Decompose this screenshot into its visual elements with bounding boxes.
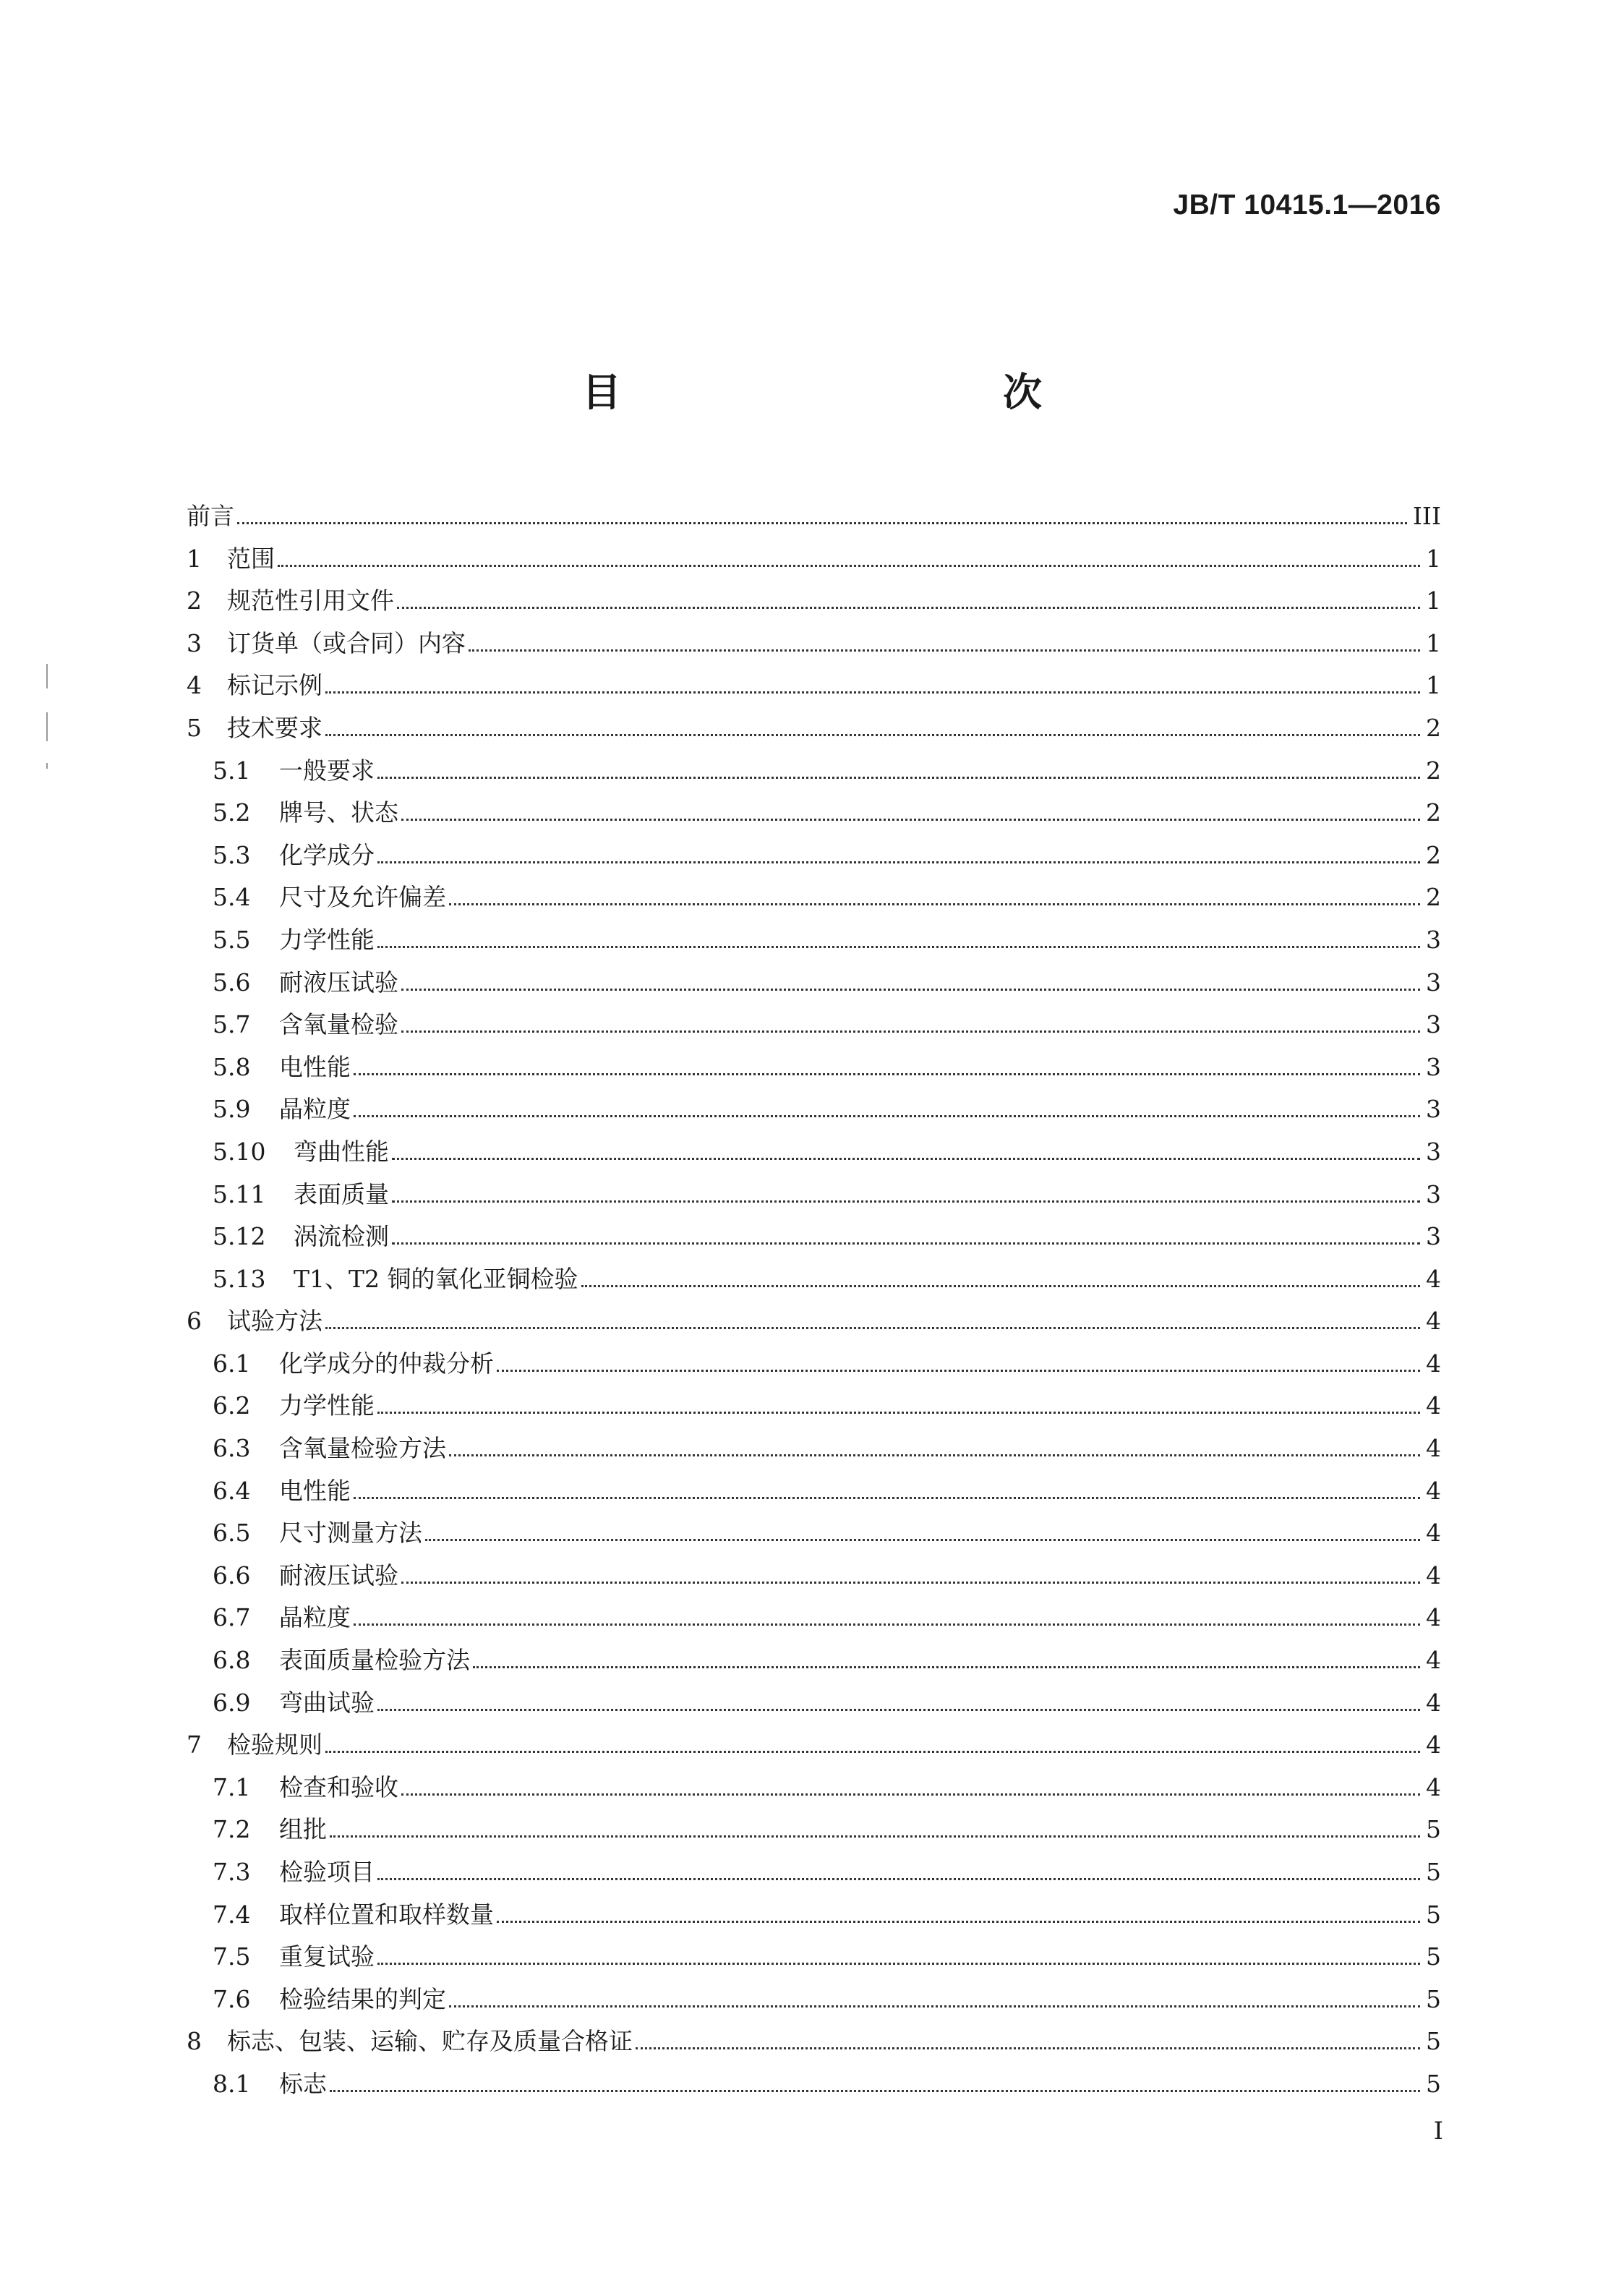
toc-dot-leader	[237, 522, 1407, 524]
toc-dot-leader	[449, 2005, 1420, 2007]
toc-entry-page: 3	[1426, 968, 1441, 997]
toc-entry-label: 晶粒度	[279, 1095, 351, 1124]
toc-entry-page: 2	[1426, 883, 1441, 912]
toc-entry-page: 4	[1426, 1349, 1441, 1378]
toc-entry-page: 3	[1426, 925, 1441, 954]
toc-entry[interactable]	[187, 1938, 1441, 1981]
toc-entry[interactable]	[187, 1302, 1441, 1345]
toc-entry[interactable]	[187, 1769, 1441, 1812]
toc-entry-number: 7.1	[213, 1772, 251, 1801]
page-number: I	[1433, 2117, 1443, 2146]
toc-dot-leader	[401, 1030, 1420, 1033]
toc-entry-label: 试验方法	[227, 1307, 322, 1336]
toc-entry-page: 5	[1426, 1815, 1441, 1844]
toc-dot-leader	[401, 989, 1420, 991]
toc-dot-leader	[377, 1963, 1420, 1965]
toc-entry-label: 一般要求	[279, 756, 375, 785]
toc-entry-label: 耐液压试验	[279, 968, 398, 997]
toc-entry[interactable]	[187, 752, 1441, 795]
toc-entry-page: 2	[1426, 713, 1441, 742]
toc-entry[interactable]	[187, 1176, 1441, 1219]
toc-entry[interactable]	[187, 794, 1441, 837]
toc-dot-leader	[377, 1709, 1420, 1711]
toc-entry-number: 6.9	[213, 1688, 251, 1717]
toc-entry[interactable]	[187, 837, 1441, 879]
toc-entry-label: 检验结果的判定	[279, 1984, 446, 2013]
toc-entry-label: 尺寸测量方法	[279, 1519, 422, 1548]
toc-entry-number: 8.1	[213, 2069, 251, 2098]
toc-entry-label: 晶粒度	[279, 1603, 351, 1632]
toc-entry[interactable]	[187, 1981, 1441, 2023]
toc-entry[interactable]	[187, 540, 1441, 583]
toc-entry-label: 耐液压试验	[279, 1561, 398, 1589]
toc-entry[interactable]	[187, 2023, 1441, 2065]
toc-entry-label: 组批	[279, 1815, 327, 1844]
toc-entry[interactable]	[187, 1430, 1441, 1472]
toc-dot-leader	[392, 1200, 1420, 1203]
toc-entry-label: 技术要求	[227, 713, 322, 742]
toc-entry-number: 7.3	[213, 1858, 251, 1886]
toc-entry-label: 表面质量	[294, 1179, 389, 1208]
toc-entry[interactable]	[187, 1726, 1441, 1769]
toc-dot-leader	[354, 1623, 1420, 1626]
toc-entry-number: 5.6	[213, 968, 251, 997]
toc-entry-page: 5	[1426, 2027, 1441, 2056]
toc-entry-number: 5.13	[213, 1264, 266, 1293]
toc-entry-page: 4	[1426, 1519, 1441, 1548]
toc-entry-label: 力学性能	[279, 1391, 375, 1420]
toc-dot-leader	[377, 946, 1420, 948]
toc-dot-leader	[377, 861, 1420, 863]
toc-entry-number: 6.7	[213, 1603, 251, 1632]
toc-entry[interactable]	[187, 498, 1441, 540]
toc-entry[interactable]	[187, 667, 1441, 709]
toc-entry[interactable]	[187, 1684, 1441, 1727]
scan-artifact	[46, 763, 48, 769]
toc-entry-page: 4	[1426, 1307, 1441, 1336]
toc-entry[interactable]	[187, 709, 1441, 752]
scan-artifact	[46, 664, 48, 688]
toc-entry-number: 7.4	[213, 1900, 251, 1929]
toc-entry-label: 标志、包装、运输、贮存及质量合格证	[227, 2027, 633, 2056]
toc-entry-number: 5.1	[213, 756, 251, 785]
toc-dot-leader	[354, 1497, 1420, 1499]
toc-entry-number: 5.12	[213, 1222, 266, 1251]
toc-dot-leader	[469, 649, 1420, 652]
toc-entry-page: 1	[1426, 544, 1441, 573]
toc-dot-leader	[377, 1878, 1420, 1880]
toc-dot-leader	[497, 1370, 1420, 1372]
toc-entry-number: 5.9	[213, 1095, 251, 1124]
toc-entry-number: 5.5	[213, 925, 251, 954]
toc-entry-number: 5.3	[213, 840, 251, 869]
toc-entry-number: 8	[187, 2027, 202, 2056]
toc-entry-page: III	[1412, 502, 1441, 530]
toc-entry-label: 范围	[227, 544, 275, 573]
toc-dot-leader	[473, 1666, 1420, 1668]
toc-dot-leader	[425, 1539, 1420, 1541]
table-of-contents	[187, 498, 1441, 2108]
toc-entry-label: T1、T2 铜的氧化亚铜检验	[294, 1264, 578, 1293]
toc-entry-number: 6.3	[213, 1434, 251, 1463]
toc-entry[interactable]	[187, 1557, 1441, 1600]
toc-dot-leader	[354, 1115, 1420, 1117]
toc-entry-label: 含氧量检验	[279, 1010, 398, 1039]
toc-entry-page: 4	[1426, 1603, 1441, 1632]
toc-entry-label: 标记示例	[227, 671, 322, 700]
toc-entry-label: 弯曲性能	[294, 1137, 389, 1166]
toc-entry-page: 1	[1426, 671, 1441, 700]
toc-dot-leader	[392, 1158, 1420, 1160]
toc-entry-page: 5	[1426, 1900, 1441, 1929]
toc-entry-number: 1	[187, 544, 202, 573]
toc-entry-page: 5	[1426, 1984, 1441, 2013]
toc-entry-number: 5.11	[213, 1179, 266, 1208]
toc-entry-label: 化学成分的仲裁分析	[279, 1349, 494, 1378]
toc-entry-page: 3	[1426, 1010, 1441, 1039]
toc-entry[interactable]	[187, 1642, 1441, 1684]
toc-dot-leader	[325, 691, 1420, 694]
toc-entry-page: 4	[1426, 1688, 1441, 1717]
toc-entry[interactable]	[187, 1853, 1441, 1896]
toc-entry-page: 3	[1426, 1052, 1441, 1081]
toc-dot-leader	[377, 777, 1420, 779]
toc-entry-number: 7	[187, 1731, 202, 1759]
toc-entry[interactable]	[187, 1218, 1441, 1260]
toc-dot-leader	[449, 903, 1420, 905]
toc-entry-page: 4	[1426, 1434, 1441, 1463]
toc-entry-page: 4	[1426, 1561, 1441, 1589]
toc-entry-page: 5	[1426, 2069, 1441, 2098]
toc-entry-page: 3	[1426, 1179, 1441, 1208]
toc-dot-leader	[392, 1242, 1420, 1245]
toc-entry-number: 6.8	[213, 1646, 251, 1675]
toc-entry[interactable]	[187, 1387, 1441, 1430]
toc-dot-leader	[449, 1454, 1420, 1456]
toc-entry-page: 4	[1426, 1264, 1441, 1293]
toc-dot-leader	[325, 734, 1420, 736]
toc-entry-label: 检验规则	[227, 1731, 322, 1759]
toc-entry-page: 2	[1426, 840, 1441, 869]
toc-entry-page: 3	[1426, 1137, 1441, 1166]
toc-entry-page: 5	[1426, 1858, 1441, 1886]
toc-entry[interactable]	[187, 921, 1441, 964]
toc-entry[interactable]	[187, 964, 1441, 1007]
toc-entry-number: 6.4	[213, 1476, 251, 1505]
toc-entry-number: 7.5	[213, 1942, 251, 1971]
toc-entry-label: 电性能	[279, 1476, 351, 1505]
toc-entry-page: 3	[1426, 1222, 1441, 1251]
toc-entry-page: 4	[1426, 1731, 1441, 1759]
toc-dot-leader	[401, 819, 1420, 821]
toc-entry[interactable]	[187, 2065, 1441, 2108]
toc-dot-leader	[354, 1073, 1420, 1075]
toc-entry[interactable]	[187, 1049, 1441, 1091]
toc-entry-label: 弯曲试验	[279, 1688, 375, 1717]
toc-entry-label: 检查和验收	[279, 1772, 398, 1801]
toc-entry-label: 电性能	[279, 1052, 351, 1081]
toc-entry-label: 规范性引用文件	[227, 586, 394, 615]
toc-entry[interactable]	[187, 1133, 1441, 1176]
toc-dot-leader	[497, 1921, 1420, 1923]
scan-artifact	[46, 712, 48, 741]
toc-entry-number: 6	[187, 1307, 202, 1336]
toc-dot-leader	[401, 1793, 1420, 1796]
toc-dot-leader	[636, 2047, 1420, 2049]
toc-entry-label: 取样位置和取样数量	[279, 1900, 494, 1929]
toc-entry-page: 2	[1426, 798, 1441, 827]
toc-dot-leader	[330, 1835, 1420, 1838]
toc-dot-leader	[325, 1751, 1420, 1753]
toc-entry-number: 5.10	[213, 1137, 266, 1166]
toc-entry-number: 5.8	[213, 1052, 251, 1081]
toc-entry-page: 1	[1426, 628, 1441, 657]
toc-entry-page: 3	[1426, 1095, 1441, 1124]
toc-dot-leader	[325, 1327, 1420, 1329]
standard-code: JB/T 10415.1—2016	[1173, 189, 1441, 221]
toc-entry[interactable]	[187, 582, 1441, 625]
toc-entry-page: 4	[1426, 1391, 1441, 1420]
toc-entry-number: 4	[187, 671, 202, 700]
toc-entry[interactable]	[187, 1811, 1441, 1853]
toc-entry-number: 5.2	[213, 798, 251, 827]
toc-entry[interactable]	[187, 1006, 1441, 1049]
toc-entry[interactable]	[187, 1260, 1441, 1303]
toc-entry-label: 含氧量检验方法	[279, 1434, 446, 1463]
toc-entry-number: 7.2	[213, 1815, 251, 1844]
toc-entry[interactable]	[187, 1091, 1441, 1133]
toc-entry[interactable]	[187, 1472, 1441, 1515]
toc-entry-page: 4	[1426, 1772, 1441, 1801]
toc-entry-number: 6.5	[213, 1519, 251, 1548]
toc-entry-label: 重复试验	[279, 1942, 375, 1971]
toc-entry-page: 4	[1426, 1476, 1441, 1505]
toc-entry-number: 5	[187, 713, 202, 742]
toc-entry-label: 涡流检测	[294, 1222, 389, 1251]
toc-entry-label: 前言	[187, 502, 234, 530]
toc-entry-label: 牌号、状态	[279, 798, 398, 827]
toc-dot-leader	[278, 565, 1420, 567]
toc-entry-page: 4	[1426, 1646, 1441, 1675]
toc-title: 目 次	[582, 370, 1143, 415]
toc-entry-label: 标志	[279, 2069, 327, 2098]
toc-entry-number: 5.7	[213, 1010, 251, 1039]
toc-entry-label: 力学性能	[279, 925, 375, 954]
toc-entry-page: 2	[1426, 756, 1441, 785]
toc-entry[interactable]	[187, 1896, 1441, 1939]
toc-entry-label: 尺寸及允许偏差	[279, 883, 446, 912]
toc-dot-leader	[397, 607, 1420, 609]
toc-entry-label: 检验项目	[279, 1858, 375, 1886]
toc-entry[interactable]	[187, 879, 1441, 921]
toc-entry-number: 7.6	[213, 1984, 251, 2013]
toc-entry-number: 6.1	[213, 1349, 251, 1378]
toc-dot-leader	[401, 1582, 1420, 1584]
toc-dot-leader	[581, 1285, 1420, 1287]
toc-entry[interactable]	[187, 1514, 1441, 1557]
toc-entry-label: 化学成分	[279, 840, 375, 869]
toc-entry-number: 6.2	[213, 1391, 251, 1420]
toc-entry-number: 6.6	[213, 1561, 251, 1589]
toc-dot-leader	[377, 1412, 1420, 1414]
toc-entry-number: 5.4	[213, 883, 251, 912]
toc-entry[interactable]	[187, 1345, 1441, 1388]
toc-entry-page: 5	[1426, 1942, 1441, 1971]
toc-entry-number: 3	[187, 628, 202, 657]
toc-entry-label: 表面质量检验方法	[279, 1646, 470, 1675]
toc-entry-label: 订货单（或合同）内容	[227, 628, 466, 657]
toc-dot-leader	[330, 2090, 1420, 2092]
toc-entry[interactable]	[187, 1599, 1441, 1642]
toc-entry[interactable]	[187, 625, 1441, 667]
toc-entry-number: 2	[187, 586, 202, 615]
toc-entry-page: 1	[1426, 586, 1441, 615]
